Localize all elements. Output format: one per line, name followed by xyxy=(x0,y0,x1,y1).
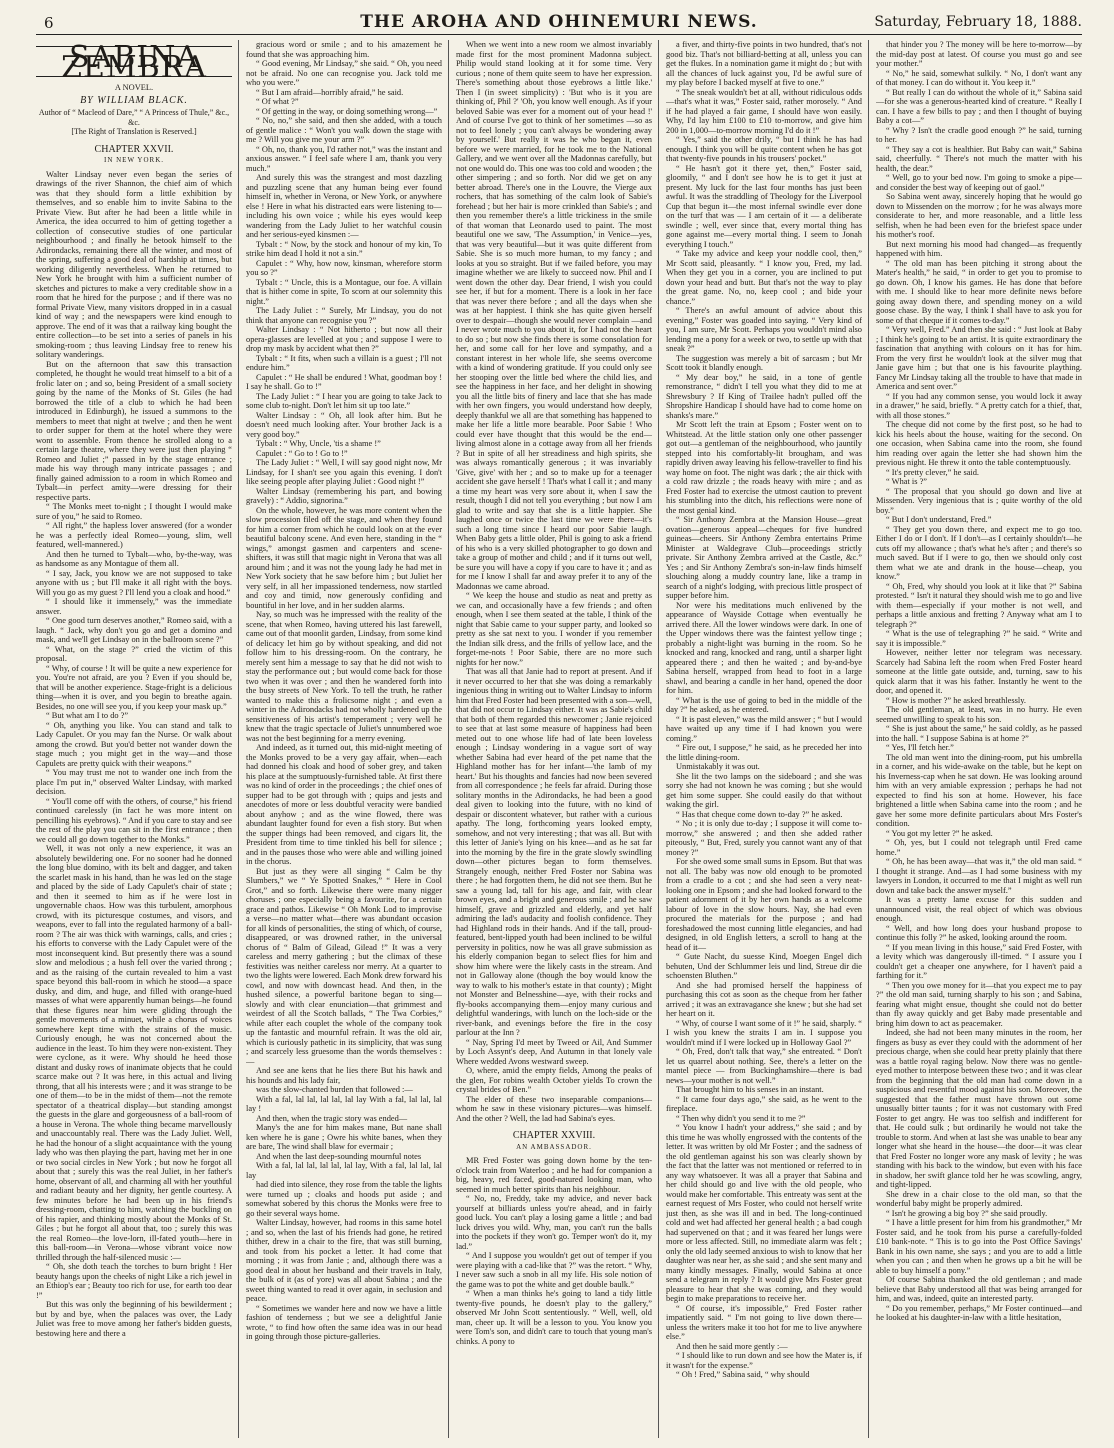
article-paragraph: Tybalt : “ Why, Uncle, 'tis a shame !” xyxy=(256,439,381,448)
article-paragraph: “ They say a cot is healthier. But Baby can wait,” Sabina said, cheerfully. “ There's not much the matter with his health, the dear.” xyxy=(876,144,1082,173)
article-paragraph: “ My dear boy,” he said, in a tone of gentle remonstrance, “ didn't I tell you what they did to me at Shrewsbury ? If King of Trailee hadn't pulled off the Shropshire Handicap I should have had to come home on shanks's mare.” xyxy=(666,372,862,420)
article-paragraph: But on the afternoon that saw this transaction completed, he thought he would treat himself to a bit of a frolic later on ; and so, being President of a small society going by the name of the Monks of St. Giles (he had borrowed the title of a club to which he had been introduced in Edinburgh), he issued a summons to the members to meet that night at twelve ; and then he went to order supper for them at the hotel where they were wont to assemble. From thence he strolled along to a certain large theatre, where they were just then playing “ Romeo and Juliet ;” passed in by the stage entrance ; made his way through many intricate passages ; and finally gained admission to a room in which Romeo and Tybalt—in perfect amity—were dressing for their respective parts. xyxy=(36,359,232,502)
article-paragraph: That was all that Janie had to report at present. And if it never occurred to her that she was doing a remarkably ingenious thing in writing out to Walter Lindsay to inform him that Fred Foster had been presented with a son—well, that did not occur to Lindsay either. It was as Sabie's child that both of them regarded this newcomer ; Janie rejoiced to see that at last some measure of happiness had been meted out to one whose life had of late been loveless enough ; Lindsay wondering in a vague sort of way whether Sabina had ever heard of the pet name that the Highland mother has for her infant—'the lamb of my heart.' But his thoughts and fancies had now been severed from all correspondence ; he feels far afraid. During those solitary months in the Adirondacks, he had been a good deal given to looking into the future, with no kind of despair or discontent whatever, but rather with a curious apathy. The long, forthcoming years looked empty, somehow, and not very interesting ; that was all. But with this letter of Janie's lying on his knee—and as he sat far into the morning by the fire in the grate slowly swindling down—other pictures began to form themselves. Strangely enough, neither Fred Foster nor Sabina was there ; he had forgotten them, he did not see them. But he saw a young lad, tall for his age, and fair, with clear brown eyes, and a bright and generous smile ; and he saw himself, grave and grizzled and elderly, and yet half admiring the lad's audacity and foolish confidence. They had Highland rods in their hands. And if the tall, proud-featured, bent-lipped youth had been inclined to be wilful perversity in politics, now he was all grave submission as his elderly companion began to select flies for him and show him where were the likely casts in the stream. And not in Galloway alone (though the boy would know the way to walk to his mother's estate in that county) ; Might not Monster and Belnesshine—aye, with their rocks and fly-books accompanying them—enjoy many curious and delightful wanderings, with lunch on the loch-side or the river-bank, and evenings before the fire in the cosy parlour at the Inn ? xyxy=(456,667,652,1037)
chapter-28-heading: CHAPTER XXVIII. xyxy=(512,1130,596,1141)
article-paragraph: “ But really I can do without the whole of it,” Sabina said—for she was a generous-hearted kind of creature. “ Really I can. I have a few bills to pay ; and then I thought of buying Baby a cot—” xyxy=(876,87,1082,125)
article-paragraph: that hinder you ? The money will be here to-morrow—by the mid-day post at latest. Of course you must go and see your mother.” xyxy=(876,40,1082,68)
article-paragraph: Tybalt : “ Now, by the stock and honour of my kin, To strike him dead I hold it not a sin.” xyxy=(246,239,442,258)
article-paragraph: “ Oh, yes, but I could not telegraph until Fred came home.” xyxy=(876,838,1082,857)
article-paragraph: Nay, so much was he impressed with the reality of the scene, that when Romeo, having uttered his last farewell, came out of that moonlit garden, Lindsay, from some kind of delicacy let him go by without speaking, and did not follow him to his dressing-room. On the contrary, he merely sent him a message to say that he did not wish to stay the performance out ; but would come back for those two when it was over ; and then he wandered forth into the busy streets of New York. To tell the truth, he rather wanted to make this a frolicsome night ; and even a winter in the Adirondacks had not wholly hardened up the sensitiveness of his artist's temperament ; very well he knew that the tragic spectacle of Juliet's unnumbered woe was not the best beginning for a merry evening. xyxy=(246,610,442,743)
article-paragraph: Tybalt : “ It fits, when such a villain is a guest ; I'll not endure him.” xyxy=(246,353,442,372)
article-paragraph: “ No, no,” she said, and then she added, with a touch of gentle malice : “ Won't you walk down the stage with me ? Will you give me your arm ?” xyxy=(246,116,442,144)
article-paragraph: “ No,” he said, somewhat sulkily. “ No, I don't want any of that money. I can do without it. You keep it.” xyxy=(876,68,1082,87)
article-paragraph: “ Of what ?” xyxy=(256,97,299,106)
column-2 xyxy=(246,40,442,1438)
article-paragraph: “ Sir Anthony Zembra at the Mansion House—great ovation—generous appeal—cheques for five hundred guineas—cheers. Sir Anthony Zembra entertains Prime Minister at Waldegrave Club—proceedings strictly private. Sir Anthony Zembra arrived at the Castle, &c.” Yes ; and Sir Anthony Zembra's son-in-law finds himself slouching along a muddy country lane, like a tramp in search of a night's lodging, with precious little prospect of supper before him. xyxy=(666,515,862,600)
page-number: 6 xyxy=(44,14,54,32)
story-title: SABINA ZEMBRA xyxy=(36,46,232,77)
article-paragraph: “ Isn't he growing a big boy ?” she said proudly. xyxy=(886,1208,1048,1218)
masthead-rule xyxy=(36,34,1082,35)
article-paragraph: Well, it was not only a new experience, it was an absolutely bewildering one. For no sooner had he donned the long blue domino, with its belt and dagger, and taken the scarlet mask in his hand, than he was led on the stage and placed by the side of Lady Capulet's chair of state ; and then it seemed to him as if he were lost in ungovernable chaos. How was this turbulent, amorphous crowd, with its picturesque costumes, and visors, and weapons, ever to fall into the regulated harmony of a ball-room ? The air was thick with warnings, calls, and cries ; his efforts to converse with the Lady Capulet were of the most inconsequent kind. But presently there was a sound slow and melodious ; a hush fell over the varied throng ; and as the raising of the curtain revealed to him a vast space beyond this ball-room in which he stood—a space dusky, and dim, and huge, and filled with orange-hued masses of what were apparently human beings—he found that these figures near him were gliding through the gentle movements of a minuet, while a chorus of voices somewhere kept time with the strains of the music. Curiously enough, he was not concerned about the audience in the least. To him they were non-existent. They were cyclone, as it were. Why should he heed those distant and dusky rows of inanimate objects that he could scarce make out ? It was here, in this actual and living throng, that all his interests were ; and it was strange to be one of them—to be in the midst of them—not the remote spectator of a theatrical display—but standing amongst the guests in the glare and gorgeousness of a ball-room of a house in Verona. The whole thing became marvellously and unaccountably real. There was the Lady Juliet. Well, he had the honour of a slight acquaintance with the young lady who was then playing the part, having met her in one or two social circles in New York ; but now he forgot all about that ; surely this was the real Juliet, in her father's home, observant of all, and charming all with her youthful and radiant beauty and her dignity, her gentle courtesy. A few minutes before he had been up in his friend's dressing-room, chatting to him, watching the buckling on of his rapier, and thinking mostly about the Monks of St. Giles ; but he forgot all about that, too ; surely this was the real Romeo—the love-lorn, ill-fated youth—here in this ball-room—in Verona—whose vibrant voice now thrilled through the half-silenced music :— xyxy=(36,844,232,1262)
article-paragraph: And see ane kens that he lies there But his hawk and his hounds and his lady fair, xyxy=(246,1066,442,1085)
article-paragraph: “ Has that cheque come down to-day ?” he asked. xyxy=(676,809,843,819)
story-author: BY WILLIAM BLACK. xyxy=(80,94,188,106)
article-paragraph: But just as they were all singing “ Calm be thy Slumbers,” we “ Ye Spotted Snakes,” “ Here in Cool Grot,” and so forth. Likewise there were many nigger choruses ; one especially being a favourite, for a certain grace and pathos. Likewise “ Oh Monk Lod to improvise a verse—no matter what—there was abundant occasion for all kinds of personalities, the sting of which, of course, disappeared, or was drowned rather, in the universal chorus of “ Balm of Gilead, Gilead !” It was a very careless and merry gathering ; but the climax of these festivities was neither careless nor merry. At a quarter to two the lights were lowered. Each Monk drew forward his cowl, and now with downcast head. And then, in the hushed silence, a powerful baritone began to sing—slowly and with clear enunciation—that grimmest and weirdest of all the Scotch ballads, “ The Twa Corbies,” while after each couplet the whole of the company took up the fantastic and mournful refrain. It was the old air, which is curiously pathetic in its simplicity, that was sung ; and scarcely less gruesome than the words themselves :— xyxy=(246,866,442,1066)
article-paragraph: And then he turned to Tybalt—who, by-the-way, was as handsome as any Montague of them all. xyxy=(36,549,232,568)
article-paragraph: When we went into a new room we almost invariably made first for the most prominent Madonna subject. Philip would stand looking at it for some time. Very curious ; none of them quite seem to have her expression. There's something about those eyebrows a little like.' Then I (in sweet simplicity) : 'But who is it you are thinking of, Phil ?' 'Oh, you know well enough. As if your beloved Sabie was ever for a moment out of your head !' And of course I've got to think of her sometimes —so as not to feel lonely ; you can't always be wondering away by yourself.' But really it was he who began it, even before we were married, for he took me to the National Gallery, and we went over all the Madonnas carefully, but not one would do. This one was too cold and wooden ; the other simpering ; and so forth. Nor did we get on any better abroad. There's one in the Louvre, the Vierge aux rochers, that has something of the calm look of Sabie's forehead ; but her hair is more crinkled than Sabie's ; and then you remember there's a little trickiness in the smile of that woman that Leonardo used to paint. The most beautiful one we saw, 'The Assumption,' in Venice—yes, that was very beautiful—but it was quite different from Sabie. She is so much more human, to my fancy ; and looks at you so straight. But if we failed before, you may imagine whether we are likely to succeed now. Phil and I went down the other day. Dear friend, I wish you could see her, if but for a moment. There is a look in her face that was never there before ; and all the days when she was at her happiest. I think she has quite given herself over to despair—though she would never complain —and I never wrote much to you about it, for I had not the heart to do so ; but now she finds there is some consolation for her, and some call for her love and sympathy, and a constant interest in her whole life, she seems overcome with a kind of wondering gratitude. If you could only see her stooping over the little bed where the child lies, and see the happiness in her face, and her delight in showing you all the little bits of finery and lace that she has made with her own fingers, you would understand how deeply, deeply thankful we all are that something has happened to make her life a little more bearable. Poor Sabie ! Who could ever have thought that this would be the end—living almost alone in a cottage away from all her friends ? But in spite of all her streadiness and high spirits, she was always romantically generous ; it was invariably 'Give, give' with her ; and so to make up for a teenager accident she gave herself ! That's what I call it ; and many a time my heart was very sore about it, when I saw the result, though I did not tell you everything ; but now I am glad to write and say that she is a little happier. She laughed once or twice the last time we were there—it's such a long time since I heard our poor Sabie laugh. When Baby gets a little older, Phil is going to ask a friend of his who is a very skilled photographer to go down and take a group of mother and child ; and if it turns out well, be sure you will have a copy if you care to have it ; and as for me I know I shall far and away prefer it to any of the Madonnas we came abroad. xyxy=(456,40,652,591)
article-paragraph: And then he said more gently :— xyxy=(676,1341,788,1351)
article-paragraph: Indeed, she had not been many minutes in the room, her fingers as busy as ever they could with the adornment of her precious charge, when she could hear pretty plainly that there was a battle royal raging below. Now there was no gentle-eyed mother to interpose between these two ; and it was clear from the beginning that the old man had come down in a suspicious and resentful mood against his son. Moreover, the suggested that the father must have thrown out some unusually bitter taunts ; for it was not customary with Fred Foster to get angry. He was too selfish and indifferent for that. He could sulk ; but ordinarily he would not take the trouble to storm. And when at last she was unable to bear any longer what she heard in the house—the door—it was clear that Fred Foster no longer wore any mask of levity ; he was standing with his back to the window, but even with his face in shadow, her swift glance told her he was scowling, angry, and tight-lipped. xyxy=(876,1028,1082,1189)
column-4-body xyxy=(666,40,862,1380)
article-paragraph: a fiver, and thirty-five points in two hundred, that's not good biz. That's not billiard-betting at all, unless you can get the flukes. In a nomination game it might do ; but with all the chances of luck against you, I'd be awful sure of my play before I backed myself at five to one.” xyxy=(666,40,862,87)
article-paragraph: With a fal, lal lal, lal lal, lal lay With a fal, lal lal, lal lay ! xyxy=(246,1094,442,1113)
article-paragraph: “ Nay, Spring I'd meet by Tweed or Ail, And Summer by Loch Assynt's deep, And Autumn in that lonely vale Where wedded Avons westward sweep. xyxy=(456,1037,652,1066)
column-1-body xyxy=(36,170,232,1339)
article-paragraph: “ What is ?” xyxy=(886,477,928,486)
article-paragraph: And she had promised herself the happiness of purchasing this cot as soon as the cheque from her father arrived ; it was an extravagance she knew ; but she had set her heart on it. xyxy=(666,980,862,1018)
article-paragraph: “ Oh, she doth teach the torches to burn bright ! Her beauty hangs upon the cheeks of night Like a rich jewel in an Ethiop's ear ; Beauty too rich for use, for earth too dear !” xyxy=(36,1262,232,1300)
article-paragraph: MR Fred Foster was going down home by the ten-o'clock train from Waterloo ; and he had for companion a big, heavy, red faced, good-natured looking man, who seemed in much better spirits than his neighbour. xyxy=(456,1156,652,1194)
article-paragraph: Capulet : “ Go to ! Go to !” xyxy=(256,448,348,458)
article-paragraph: She lit the two lamps on the sideboard ; and she was sorry she had not known he was coming ; but she would get him some supper. She could easily do that without waking the girl. xyxy=(666,771,862,809)
article-paragraph: “ Take my advice and keep your noddle cool, then,” Mr Scott said, pleasantly. “ I know you, Fred, my lad. When they get you in a corner, you are inclined to put down your head and butt. But that's not the way to play the great game. No, no, keep cool ; and bide your chance.” xyxy=(666,249,862,306)
article-paragraph: “ When a man thinks he's going to land a tidy little twenty-five pounds, he doesn't play to the gallery,” observed Mr John Scott sententiously. “ Well, well, old man, cheer up. It will be a lesson to you. You know you were Tom's son, and didn't care to touch that young man's chinks. A pony to xyxy=(456,1289,652,1346)
column-1 xyxy=(36,40,232,1438)
article-paragraph: “ She is just about the same,” he said coldly, as he passed into the hall. “ I suppose Sabina is at home ?” xyxy=(876,724,1082,743)
article-paragraph: It was a pretty lame excuse for this sudden and unannounced visit, the real object of which was obvious enough. xyxy=(876,895,1082,923)
article-paragraph: “ Why, of course ! It will be quite a new experience for you. You're not afraid, are you ? Even if you should be, that will be another experience. Stage-fright is a delicious thing—when it is over, and you begin to breathe again. Besides, no one will see you, if you keep your mask up.” xyxy=(36,663,232,711)
article-paragraph: But next morning his mood had changed—as frequently happened with him. xyxy=(876,239,1082,258)
article-paragraph: Unmistakably it was out. xyxy=(676,762,760,771)
article-paragraph: On the whole, however, he was more content when the slow procession filed off the stage, and when they found for him a corner from which he could look on at the ever beautiful balcony scene. And even here, standing in the “ wings,” amongst gasmen and carpenters and scene-shifters, it was still that magic night in Verona that was all around him ; and it was not the young lady he had met in New York society that he saw before him ; but Juliet her very self, in all her impassioned tenderness, now startled and coy and timid, now generously confiding and bountiful in her love, and in her sudden alarms. xyxy=(246,505,442,610)
article-paragraph: “ Yes,” said the other drily, “ but I think he has had enough. I think you will be quite content when he has got that twenty-five pounds in his trousers' pocket.” xyxy=(666,135,862,163)
article-paragraph: “ You may trust me not to wander one inch from the place I'm put in,” observed Walter Lindsay, with marked decision. xyxy=(36,768,232,796)
column-divider xyxy=(658,40,659,1438)
article-paragraph: “ You know I hadn't your address,” she said ; and by this time he was wholly engrossed with the contents of the letter. It was written by old Mr Foster ; and the sadness of the old gentleman against his son was clearly shown by the fact that the latter was not mentioned or referred to in any way whatsoever. It was all a prayer that Sabina and her child should go and live with the old people, who would make her comfortable. This entreaty was sent at the earnest request of Mrs Foster, who could not herself write just then, as she was ill and in bed. The long-continued cold and wet had affected her general health ; a bad cough had supervened on that ; and it was feared her lungs were more or less affected. Still, no immediate alarm was felt ; only the old lady seemed anxious to wish to know that her daughter was near her, as she said ; and she sent many and many kindly messages. Finally, would Sabina at once send a telegram in reply ? It would give Mrs Foster great pleasure to hear that she was coming, and they would begin to make preparations to receive her. xyxy=(666,1123,862,1303)
article-paragraph: The Lady Juliet : “ Well, I will say good night now, Mr Lindsay, for I shan't see you again this evening. I don't like seeing people after playing Juliet : Good night !” xyxy=(246,458,442,486)
article-paragraph: “ It's pretty clever,” he said. xyxy=(886,467,980,477)
article-paragraph: “ If you mean living in this house,” said Fred Foster, with a levity which was dangerously ill-timed. “ I assure you I couldn't get a cheaper one anywhere, for I haven't paid a farthing for it.” xyxy=(876,942,1082,980)
column-5 xyxy=(876,40,1082,1438)
article-paragraph: “ I should like to run down and see how the Mater is, if it wasn't for the expense.” xyxy=(666,1351,862,1370)
column-divider xyxy=(868,40,869,1438)
rights-notice: [The Right of Translation is Reserved.] xyxy=(71,127,197,136)
column-divider xyxy=(448,40,449,1438)
article-paragraph: That brought him to his senses in an instant. xyxy=(676,1085,824,1094)
article-paragraph: “ Well, go to your bed now. I'm going to smoke a pipe—and consider the best way of keeping out of gaol.” xyxy=(876,173,1082,192)
chapter-27-subtitle: IN NEW YORK. xyxy=(103,156,165,164)
article-paragraph: “ What, on the stage ?” cried the victim of this proposal. xyxy=(36,644,232,663)
article-paragraph: “ We keep the house and studio as neat and pretty as we can, and occasionally have a few friends ; and often enough, when I see them seated at the table, I think of the night that Sabie came to your supper party, and looked so pretty as she sat next to you. I wonder if you remember the Indian silk dress, and the frills of yellow lace, and the forget-me-nots ! Poor Sabie, there are no more such nights for her now.” xyxy=(456,591,652,667)
article-paragraph: “ Gute Nacht, du suesse Kind, Moegen Engel dich behuten, Und der Schlummer leis und lind, Streue dir die schoensten Bluthen.” xyxy=(666,952,862,980)
article-paragraph: Of course Sabina thanked the old gentleman ; and made believe that Baby understood all that was being arranged for him, and was, indeed, quite an interested party. xyxy=(876,1275,1082,1303)
article-paragraph: “ Sometimes we wander here and now we have a little fashion of tenderness ; but we see a delightful Janie wrote, “ to find how often the same idea was in our head in going through those picture-galleries. xyxy=(246,1303,442,1341)
article-paragraph: “ Oh, anything you like. You can stand and talk to Lady Capulet. Or you may fan the Nurse. Or walk about among the crowd. But you'd better not wander down the stage much ; you might get in the way—and those Capulets are pretty quick with their weapons.” xyxy=(36,720,232,768)
author-credit: Author of “ Macleod of Dare,” “ A Princess of Thule,” &c., &c. xyxy=(38,108,230,127)
masthead xyxy=(36,12,1082,34)
article-paragraph: The elder of these two inseparable companions—whom he saw in these visionary pictures—was himself. And the other ? Well, the lad had Sabina's eyes. xyxy=(456,1094,652,1123)
column-4 xyxy=(666,40,862,1438)
story-subtitle: A NOVEL. xyxy=(114,83,154,92)
article-paragraph: Nor were his meditations much enlivened by the appearance of Wayside Cottage when eventually he arrived there. All the lower windows were dark. In one of the Upper windows there was the faintest yellow tinge ; probably a night-light was burning in the room. So he knocked and rang, knocked and rang, until a sharper light appeared there ; and then he waited ; and by-and-bye Sabina herself, wrapped from head to foot in a large shawl, and bearing a candle in her hand, opened the door for him. xyxy=(666,600,862,695)
article-paragraph: “ There's an awful amount of advice about this evening,” Foster was goaded into saying. “ Very kind of you, I am sure, Mr Scott. Perhaps you wouldn't mind also lending me a pony for a week or two, to settle up with that sneak ?” xyxy=(666,306,862,353)
article-paragraph: “ But I am afraid—horribly afraid,” he said. xyxy=(256,87,404,97)
article-paragraph: “ Very well, Fred.” And then she said : “ Just look at Baby ; I think he's going to be an artist. It is quite extraordinary the fascination that anything with colours on it has for him. From the very first he wouldn't look at the silver mug that Janie gave him ; but that one is his favourite plaything. Fancy Mr Lindsay taking all the trouble to have that made in America and sent over.” xyxy=(876,325,1082,391)
article-paragraph: Walter Lindsay never even began the series of drawings of the river Shannon, the chief aim of which was that they should form a little exhibition by themselves, and so enable him to invite Sabina to the Private View. But after he had been a little while in America, the idea occurred to him of getting together a collection of consecutive studies of one particular neighbourhood ; and finally he betook himself to the Adirondacks, remaining there all the winter, and most of the spring, suffering a good deal of hardship at times, but working diligently nevertheless. When he returned to New York he brought with him a sufficient number of sketches and pictures to make a very creditable show in a room that he hired for the purpose ; and if there was no formal Private View, many visitors dropped in in a casual kind of way ; and the newspapers were kind enough to approve. The end of it was that a railway king bought the entire collection—to be set into a series of panels in his smoking-room ; thus leaving Lindsay free to renew his solitary wanderings. xyxy=(36,169,232,359)
article-paragraph: For she owed some small sums in Epsom. But that was not all. The baby was now old enough to be promoted from a cradle to a cot ; and she had seen a very neat-looking one in Epsom ; and she had looked forward to the patient adornment of it by her own hands as a welcome labour of love in the slow hours. Nay, she had even procured the materials for the purpose ; and had foreshadowed the most cunning little elegancies, and had designed, in old English letters, a scroll to hang at the head of it— xyxy=(666,857,862,952)
article-paragraph: “ But I don't understand, Fred.” xyxy=(886,515,992,524)
issue-date: Saturday, February 18, 1888. xyxy=(874,14,1082,30)
column-divider xyxy=(238,40,239,1438)
column-2-body xyxy=(246,40,442,1342)
article-paragraph: “ You got my letter ?” he asked. xyxy=(886,828,993,838)
article-paragraph: “ How is mother ?” he asked breathlessly. xyxy=(886,695,1026,705)
article-paragraph: Walter Lindsay : “ Oh, all look after him. But he doesn't need much looking after. Your brother Jack is a very good boy.” xyxy=(246,410,442,439)
article-paragraph: “ They get you down there, and expect me to go too. Either I do or I don't. If I don't—as I certainly shouldn't—he cuts off my allowance ; that's what he's after ; and there's so much saved. But if I were to go, then we should only cost them what we ate and drank in the house—cheap, you know.” xyxy=(876,524,1082,581)
article-paragraph: “ No, no, Freddy, take my advice, and never back yourself at billiards unless you're ahead, and in fairly good luck. You can't play a losing game a little ; and bad luck drives you wild. Why, man, you can't run the balls into the pockets if they won't go. Temper won't do it, my lad.” xyxy=(456,1194,652,1251)
article-paragraph: Tybalt : “ Uncle, this is a Montague, our foe. A villain that is hither come in spite, To scorn at our solemnity this night.” xyxy=(246,277,442,306)
article-paragraph: Walter Lindsay (remembering his part, and bowing gravely) : “ Addio, signorina.” xyxy=(246,486,442,505)
article-paragraph: “ I say, Jack, you know we are not supposed to take anyone with us ; but I'll make it all right with the boys. Will you go as my guest ? I'll lend you a cloak and hood.” xyxy=(36,568,232,597)
article-paragraph: “ Good evening, Mr Lindsay,” she said. “ Oh, you need not be afraid. No one can recognise you. Jack told me who you were.” xyxy=(246,59,442,87)
article-paragraph: “ Yes, I'll fetch her.” xyxy=(886,743,954,752)
newspaper-title: THE AROHA AND OHINEMURI NEWS. xyxy=(360,12,758,32)
article-paragraph: “ The proposal that you should go down and live at Missenden. Very ingenious that is ; quite worthy of the old boy.” xyxy=(876,486,1082,515)
article-paragraph: “ Do you remember, perhaps,” Mr Foster continued—and he looked at his daughter-in-law with a little hesitation, xyxy=(876,1303,1082,1322)
article-paragraph: “ I should like it immensely,” was the immediate answer. xyxy=(36,597,232,616)
article-paragraph: She drew in a chair close to the old man, so that the wonderful baby might be properly admired. xyxy=(876,1189,1082,1208)
article-paragraph: So Sabina went away, sincerely hoping that he would go down to Missenden on the morrow ; for he was always more considerate to her, and more reasonable, and a little less selfish, when he had been even for the briefest space under his mother's roof. xyxy=(876,192,1082,239)
chapter-27-heading: CHAPTER XXVII. xyxy=(94,143,174,155)
article-paragraph: “ Oh, he has been away—that was it,” the old man said. “ I thought it strange. And—as I had some business with my lawyers in London, it occurred to me that I might as well run down and take back the answer myself.” xyxy=(876,857,1082,895)
article-paragraph: “ Why ? Isn't the cradle good enough ?” he said, turning to her. xyxy=(876,125,1082,144)
article-paragraph: “ But what am I to do ?” xyxy=(46,711,129,720)
article-paragraph: And indeed, as it turned out, this mid-night meeting of the Monks proved to be a very gay affair, when—each had donned his cloak and hood of sober grey, and taken his place at the sumptuously-furnished table. At first there was no kind of order in the proceedings ; the chief ones of supper had to be got through with ; quips and jests and anecdotes of more or less doubtful veracity were bandied about anyhow ; and as the wine flowed, there was abundant laughter found for even a fish story. But when the supper things had been removed, and cigars lit, the President from time to time tinkled his bell for silence ; and in the pauses those who were able and willing joined in the chorus. xyxy=(246,743,442,866)
article-paragraph: “ Why, of course I want some of it !” he said, sharply. “ I wish you knew the straits I am in. I suppose you wouldn't mind if I were locked up in Holloway Gaol ?” xyxy=(666,1018,862,1047)
article-paragraph: And surely this was the strangest and most dazzling and puzzling scene that any human being ever found himself in, whether in Verona, or New York, or anywhere else ! Here in what his distracted ears were listening to—including his own voice ; while his eyes would keep wandering from the Lady Juliet to her watchful cousin and her serious-eyed kinsmen :— xyxy=(246,173,442,239)
article-paragraph: “ Then why didn't you send it to me ?” xyxy=(676,1113,806,1123)
article-paragraph: “ Oh ! Fred,” Sabina said, “ why should xyxy=(676,1370,810,1379)
column-5-body xyxy=(876,40,1082,1323)
article-paragraph: “ It came four days ago,” she said, as he went to the fireplace. xyxy=(666,1094,862,1113)
article-paragraph: The Lady Juliet : “ Surely, Mr Lindsay, you do not think that anyone can recognise you ?” xyxy=(246,306,442,325)
article-paragraph: O, where, amid the empty fields, Among the peaks of the glen, For robins wealth October yields To crown the crystal brides of Ben.” xyxy=(456,1066,652,1094)
article-paragraph: “ Oh, no, thank you, I'd rather not,” was the instant and anxious answer. “ I feel safe where I am, thank you very much.” xyxy=(246,144,442,173)
article-paragraph: Walter Lindsay, however, had rooms in this same hotel ; and so, when the last of his friends had gone, he retired thither, drew in a chair to the fire, that was still burning, and took from his pocket a letter. It had come that morning ; it was from Janie ; and, although there was a good deal in about her husband and their travels in Italy, the bulk of it (as of yore) was all about Sabina ; and the sweet thing wanted to read it over again, in seclusion and peace. xyxy=(246,1218,442,1303)
article-paragraph: “ No ; it is only due to-day ; I suppose it will come to-morrow,” she answered ; and then she added rather piteously, “ But, Fred, surely you cannot want any of that money ?” xyxy=(666,819,862,857)
article-paragraph: Mr Scott left the train at Epsom ; Foster went on to Whitstead. At the little station only one other passenger got out—a gentleman of the neighbourhood, who jauntily stepped into his comfortably-lit brougham, and was rapidly driven away leaving his fellow-traveller to find his way home on foot. The night was dark ; the air thick with a cold raw drizzle ; the roads heavy with mire ; and as Fred Foster had to exercise the utmost caution to prevent his stumbling into the ditch, his reflections were none of the most genial kind. xyxy=(666,420,862,515)
article-paragraph: “ If you had any common sense, you would lock it away in a drawer,” he said, briefly. “ A pretty catch for a thief, that, with all those stones.” xyxy=(876,391,1082,420)
article-paragraph: “ All right,” the hapless lover answered (for a wonder he was a perfectly ideal Romeo—young, slim, well featured, well-mannered.) xyxy=(36,521,232,549)
column-3 xyxy=(456,40,652,1438)
article-paragraph: gracious word or smile ; and to his amazement he found that she was approaching him. xyxy=(246,40,442,59)
article-paragraph: “ It is past eleven,” was the mild answer ; “ but I would have waited up any time if I had known you were coming.” xyxy=(666,714,862,743)
article-paragraph: With a fal, lal lal, lal lal, lal lay, With a fal, lal lal, lal lay xyxy=(246,1161,442,1180)
article-paragraph: And when the last deep-sounding mournful notes xyxy=(256,1151,422,1161)
article-paragraph: “ The Monks meet to-night ; I thought I would make sure of you,” he said to Romeo. xyxy=(36,502,232,521)
article-paragraph: “ Well, and how long does your husband propose to continue this folly ?” he asked, looking around the room. xyxy=(876,923,1082,942)
article-paragraph: The cheque did not come by the first post, so he had to kick his heels about the house, waiting for the second. On one occasion, when Sabina came into the room, she found him reading over again the letter she had shown him the previous night. He threw it onto the table contemptuously. xyxy=(876,420,1082,467)
article-paragraph: “ Then you owe money for it—that you expect me to pay ?” the old man said, turning sharply to his son ; and Sabina, fearing what might ensue, thought she could not do better than fly away quickly and get Baby made presentable and bring him down to act as peacemaker. xyxy=(876,980,1082,1028)
article-paragraph: “ Of course, it's impossible,” Fred Foster rather impatiently said. “ I'm not going to live down there—unless the writers make it too hot for me to live anywhere else.” xyxy=(666,1303,862,1341)
article-paragraph: “ One good turn deserves another,” Romeo said, with a laugh. “ Jack, why don't you go and get a domino and mask, and we'll get Lindsay on in the ballroom scene ?” xyxy=(36,616,232,644)
article-paragraph: “ Of getting in the way, or doing something wrong—” xyxy=(256,106,438,116)
article-paragraph: was the slow-chanted burden that followed :— xyxy=(256,1085,413,1094)
article-paragraph: “ Fire out, I suppose,” he said, as he preceded her into the little dining-room. xyxy=(666,743,862,762)
article-paragraph: “ The old man has been pitching it strong about the Mater's health,” he said, “ in order to get you to promise to go down. Oh, I know his games. He has done that before with me. I should like to hear more definite news before going away down there, and spending money on a wild goose chase. By the way, I think I shall have to ask you for some of that cheque if it comes to-day.” xyxy=(876,258,1082,325)
article-paragraph: “ Oh, Fred, why should you look at it like that ?” Sabina protested. “ Isn't it natural they should wish me to go and live with them—especially if your mother is not well, and perhaps a little anxious and fretting ? Anyway what am I to telegraph ?” xyxy=(876,581,1082,629)
article-paragraph: The suggestion was merely a bit of sarcasm ; but Mr Scott took it blandly enough. xyxy=(666,353,862,372)
article-paragraph: The Lady Juliet : “ I hear you are going to take Jack to some club to-night. Don't let him sit up too late.” xyxy=(246,391,442,410)
column-3-body xyxy=(456,40,652,1346)
article-paragraph: Capulet : “ Why, how now, kinsman, wherefore storm you so ?” xyxy=(246,258,442,277)
article-paragraph: “ What is the use of going to bed in the middle of the day ?” he asked, as he entered. xyxy=(666,695,862,714)
article-paragraph: “ I have a little present for him from his grandmother,” Mr Foster said, and he took from his purse a carefully-folded £10 bank-note. “ This is to go into the Post Office Savings' Bank in his own name, she says ; and you are to add a little when you can ; and then when he grows up a bit he will be able to buy himself a pony.” xyxy=(876,1218,1082,1275)
article-paragraph: “ The sneak wouldn't bet at all, without ridiculous odds—that's what it was,” Foster said, rather morosely. “ And if he had played a fair game, I should have won easily. Why, I'd lay him £100 to £10 to-morrow, and give him 200 in 1,000—to-morrow morning I'd do it !” xyxy=(666,87,862,135)
article-paragraph: Walter Lindsay : “ Not hitherto ; but now all their opera-glasses are levelled at you ; and suppose I were to drop my mask by accident what then ?” xyxy=(246,325,442,353)
article-paragraph: And then, when the tragic story was ended— xyxy=(256,1113,408,1123)
article-paragraph: But this was only the beginning of his bewilderment ; but by and bye, when the palaces was over, the Lady Juliet was free to move among her father's bidden guests, bestowing here and there a xyxy=(36,1300,232,1338)
article-paragraph: “ What is the use of telegraphing ?” he said. “ Write and say it is impossible.” xyxy=(876,629,1082,648)
article-paragraph: However, neither letter nor telegram was necessary. Scarcely had Sabina left the room when Fred Foster heard someone at the little gate outside, and, turning, saw to his quick alarm that it was his father. Instantly he went to the door, and opened it. xyxy=(876,648,1082,695)
article-paragraph: had died into silence, they rose from the table the lights were turned up ; cloaks and hoods put aside ; and somewhat sobered by this chorus the Monks were free to go their several ways home. xyxy=(246,1180,442,1218)
article-paragraph: Capulet : “ He shall be endured ! What, goodman boy ! I say he shall. Go to !” xyxy=(246,372,442,391)
article-paragraph: “ And I suppose you wouldn't get out of temper if you were playing with a cad-like that ?” was the retort. “ Why, I never saw such a snob in all my life. His sole notion of the game was to pot the white and get double baulk.” xyxy=(456,1251,652,1289)
article-paragraph: “ Oh, Fred, don't talk that way,” she entreated. “ Don't let us quarrel about nothing. See, there's a letter on the mantel piece — from Buckinghamshire—there is bad news—your mother is not well.” xyxy=(666,1047,862,1085)
article-paragraph: Many's the ane for him makes mane, But nane shall ken where he is gane ; Owre his white banes, when they are bare, The wind shall blaw for evermair ; xyxy=(246,1123,442,1151)
article-paragraph: The old man went into the dining-room, put his umbrella in a corner, and his wide-awake on the table, but he kept on his Inverness-cap when he sat down. He was looking around him with an very amiable expression ; perhaps he had not expected to find his son at home. However, his face brightened a little when Sabina came into the room ; and he gave her some more definite particulars about Mrs Foster's condition. xyxy=(876,752,1082,828)
article-paragraph: “ You'll come off with the others, of course,” his friend continued carelessly (in fact he was more intent on pencilling his eyebrows). “ And if you care to stay and see the rest of the play you can sit in the first entrance ; then we could all go down together to the Monks.” xyxy=(36,796,232,844)
article-paragraph: The old gentleman, at least, was in no hurry. He even seemed unwilling to speak to his son. xyxy=(876,705,1082,724)
chapter-28-subtitle: AN AMBASSADOR. xyxy=(516,1142,592,1151)
article-paragraph: “ He hasn't got it there yet, then,” Foster said, gloomily, “ and I don't see how he is to get it just at present. My luck for the last four months has just been awful. It was the straddling of Theology for the Liverpool Cup that begun it—the most infernal swindle ever done on the turf that was — I am certain of it — a deliberate swindle ; well, ever since that, every mortal thing has gone against me—every mortal thing. I seem to Jonah everything I touch.” xyxy=(666,163,862,249)
